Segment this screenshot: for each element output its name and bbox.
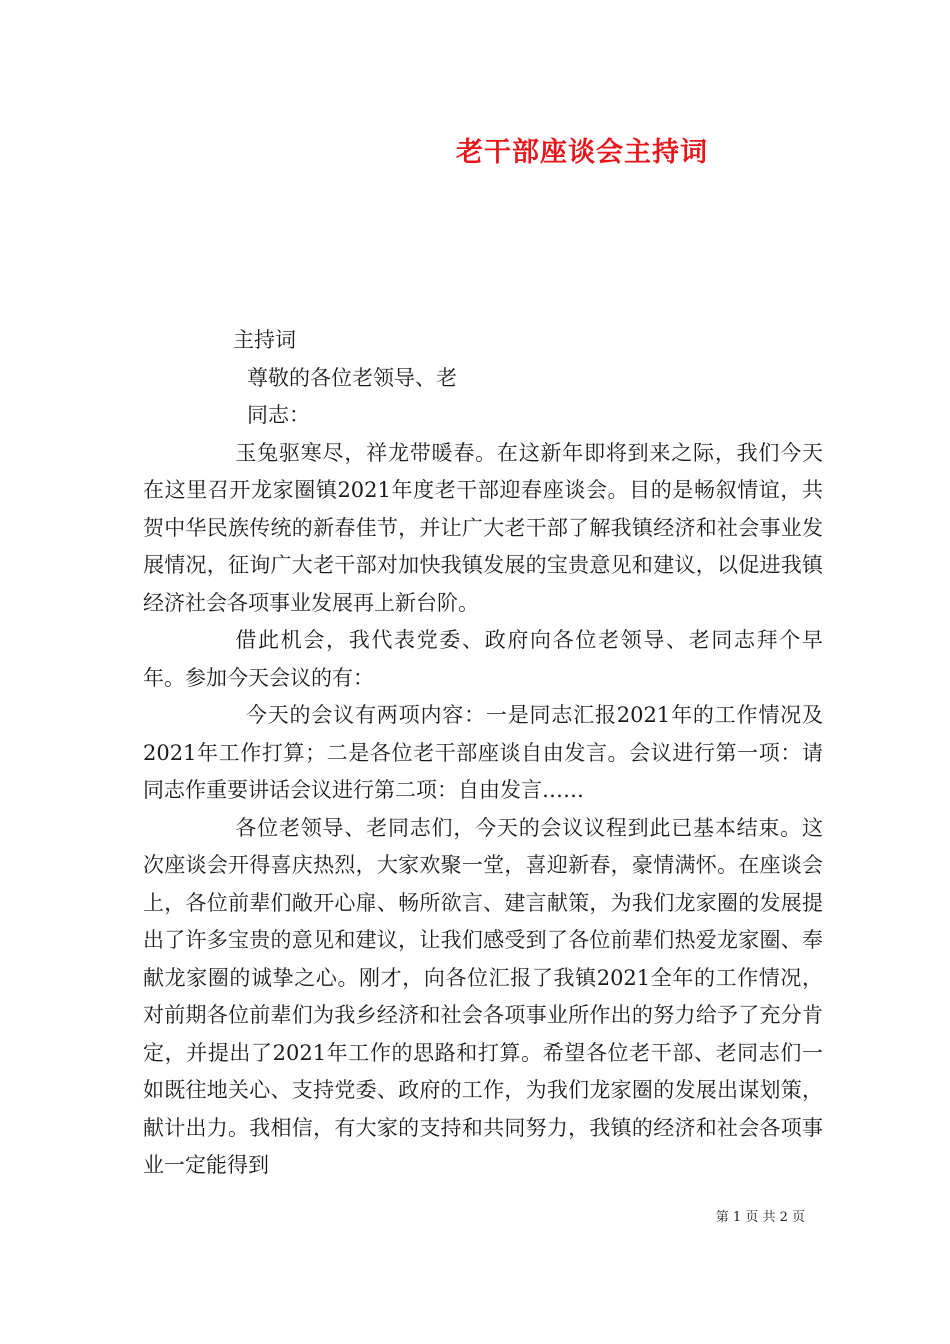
document-title: 老干部座谈会主持词 bbox=[456, 137, 708, 168]
salutation-line-2: 同志： bbox=[247, 403, 310, 427]
document-body bbox=[143, 322, 823, 1185]
paragraph-opening: 玉兔驱寒尽，祥龙带暖春。在这新年即将到来之际，我们今天在这里召开龙家圈镇2021年度老干部迎春座谈会。目的是畅叙情谊，共贺中华民族传统的新春佳节，并让广大老干部了解我镇经济和社会事业发展情况，征询广大老干部对加快我镇发展的宝贵意见和建议，以促进我镇经济社会各项事业发展再上新台阶。 bbox=[143, 440, 823, 615]
paragraph-greeting: 借此机会，我代表党委、政府向各位老领导、老同志拜个早年。参加今天会议的有： bbox=[143, 628, 823, 690]
paragraph-agenda: 今天的会议有两项内容：一是同志汇报2021年的工作情况及2021年工作打算；二是各位老干部座谈自由发言。会议进行第一项：请同志作重要讲话会议进行第二项：自由发言…… bbox=[143, 703, 823, 802]
paragraph-closing: 各位老领导、老同志们，今天的会议议程到此已基本结束。这次座谈会开得喜庆热烈，大家欢聚一堂，喜迎新春，豪情满怀。在座谈会上，各位前辈们敞开心扉、畅所欲言、建言献策，为我们龙家圈的发展提出了许多宝贵的意见和建议，让我们感受到了各位前辈们热爱龙家圈、奉献龙家圈的诚挚之心。刚才，向各位汇报了我镇2021全年的工作情况，对前期各位前辈们为我乡经济和社会各项事业所作出的努力给予了充分肯定，并提出了2021年工作的思路和打算。希望各位老干部、老同志们一如既往地关心、支持党委、政府的工作，为我们龙家圈的发展出谋划策，献计出力。我相信，有大家的支持和共同努力，我镇的经济和社会各项事业一定能得到 bbox=[143, 815, 823, 1177]
salutation-line-1: 尊敬的各位老领导、老 bbox=[247, 365, 457, 390]
heading-label: 主持词 bbox=[233, 328, 296, 352]
page-number: 第 1 页 共 2 页 bbox=[715, 1210, 805, 1225]
